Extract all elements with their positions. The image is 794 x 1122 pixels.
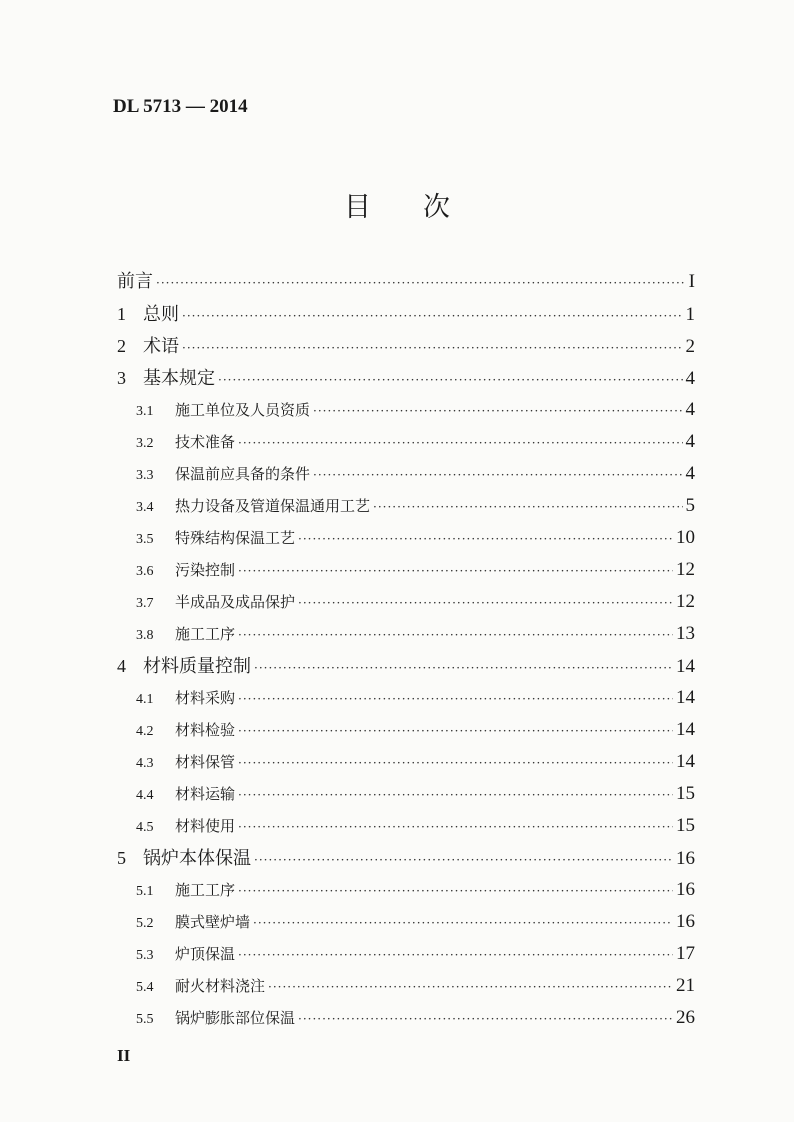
toc-entry-page: 10 (676, 527, 695, 548)
toc-entry-title: 材料采购 (175, 689, 236, 707)
toc-entry-page: 4 (685, 368, 695, 389)
toc-entry[interactable] (117, 586, 695, 618)
leader-dots (238, 427, 682, 459)
toc-entry[interactable] (117, 1002, 695, 1034)
leader-dots (238, 811, 673, 843)
toc-entry-page: 21 (676, 975, 695, 996)
toc-entry[interactable] (117, 554, 695, 586)
toc-entry-number: 3.6 (136, 564, 154, 579)
toc-entry-page: 16 (676, 848, 695, 869)
toc-entry-page: 15 (676, 815, 695, 836)
leader-dots (238, 715, 673, 747)
toc-entry-page: 14 (676, 719, 695, 740)
leader-dots (238, 875, 673, 907)
toc-entry[interactable] (117, 970, 695, 1002)
toc-entry-title: 特殊结构保温工艺 (175, 529, 296, 547)
leader-dots (238, 683, 673, 715)
toc-entry-page: 14 (676, 687, 695, 708)
leader-dots (238, 939, 673, 971)
toc-entry[interactable] (117, 362, 695, 394)
page-title: 目次 (344, 192, 502, 223)
toc-entry-number: 3.4 (136, 500, 154, 515)
toc-entry[interactable] (117, 906, 695, 938)
toc-entry-page: 4 (685, 431, 695, 452)
toc-entry-number: 3.7 (136, 596, 154, 611)
toc-entry[interactable] (117, 746, 695, 778)
standard-code: DL 5713 — 2014 (113, 96, 248, 117)
toc-entry-title: 材料使用 (175, 817, 236, 835)
toc-entry-page: 5 (685, 495, 695, 516)
toc-entry-number: 3.2 (136, 436, 154, 451)
toc-entry-number: 3.5 (136, 532, 154, 547)
toc-entry-number: 2 (117, 336, 126, 356)
toc-entry-title: 保温前应具备的条件 (175, 465, 311, 483)
toc-entry[interactable] (117, 618, 695, 650)
toc-entry-number: 5.4 (136, 980, 154, 995)
leader-dots (238, 555, 673, 587)
toc-entry[interactable] (117, 490, 695, 522)
toc-entry-title: 施工工序 (175, 881, 236, 899)
toc-entry-page: 12 (676, 591, 695, 612)
toc-entry-page: I (688, 271, 695, 292)
toc-entry-number: 1 (117, 304, 126, 324)
toc-entry-number: 4.3 (136, 756, 154, 771)
toc-entry-title: 耐火材料浇注 (175, 977, 266, 995)
toc-entry-title: 热力设备及管道保温通用工艺 (175, 497, 371, 515)
leader-dots (218, 364, 683, 396)
toc-entry[interactable] (117, 842, 695, 874)
page-number: II (117, 1046, 131, 1065)
toc-entry-number: 4.4 (136, 788, 154, 803)
leader-dots (313, 395, 682, 427)
leader-dots (238, 779, 673, 811)
toc-entry-page: 13 (676, 623, 695, 644)
toc-entry-page: 16 (676, 911, 695, 932)
toc-entry-title: 基本规定 (143, 368, 215, 389)
toc-entry[interactable] (117, 938, 695, 970)
toc-entry[interactable] (117, 426, 695, 458)
toc-entry[interactable] (117, 330, 695, 362)
toc-entry[interactable] (117, 266, 695, 298)
toc-entry-title: 材料运输 (175, 785, 236, 803)
toc-entry-number: 3.8 (136, 628, 154, 643)
leader-dots (298, 523, 673, 555)
toc-entry-page: 4 (685, 463, 695, 484)
leader-dots (298, 1003, 673, 1035)
toc-entry-title: 材料保管 (175, 753, 236, 771)
toc-entry[interactable] (117, 394, 695, 426)
toc-entry-title: 半成品及成品保护 (175, 593, 296, 611)
toc-entry-title: 炉顶保温 (175, 945, 236, 963)
toc-entry[interactable] (117, 458, 695, 490)
leader-dots (238, 619, 673, 651)
leader-dots (254, 844, 673, 876)
toc-entry-page: 2 (685, 336, 695, 357)
table-of-contents (117, 266, 695, 1034)
toc-entry-page: 26 (676, 1007, 695, 1028)
toc-entry-title: 施工单位及人员资质 (175, 401, 311, 419)
leader-dots (156, 267, 686, 299)
toc-entry[interactable] (117, 810, 695, 842)
toc-entry-number: 3.3 (136, 468, 154, 483)
toc-entry-title: 前言 (117, 271, 153, 292)
toc-entry-title: 锅炉膨胀部位保温 (175, 1009, 296, 1027)
toc-entry-number: 4 (117, 656, 126, 676)
toc-entry-number: 4.2 (136, 724, 154, 739)
toc-entry-title: 术语 (143, 336, 179, 357)
toc-entry-title: 膜式壁炉墙 (175, 913, 251, 931)
leader-dots (298, 587, 673, 619)
leader-dots (268, 971, 673, 1003)
leader-dots (254, 652, 673, 684)
toc-entry-title: 技术准备 (175, 433, 236, 451)
toc-entry-number: 5.3 (136, 948, 154, 963)
toc-entry-page: 17 (676, 943, 695, 964)
toc-entry-title: 污染控制 (175, 561, 236, 579)
toc-entry-title: 施工工序 (175, 625, 236, 643)
toc-entry-page: 14 (676, 751, 695, 772)
toc-entry-number: 3 (117, 368, 126, 388)
toc-entry-title: 材料检验 (175, 721, 236, 739)
toc-entry-page: 1 (685, 304, 695, 325)
toc-entry[interactable] (117, 778, 695, 810)
toc-entry-page: 4 (685, 399, 695, 420)
toc-entry[interactable] (117, 874, 695, 906)
toc-entry[interactable] (117, 682, 695, 714)
toc-entry-number: 3.1 (136, 404, 154, 419)
toc-entry[interactable] (117, 714, 695, 746)
toc-entry-title: 材料质量控制 (143, 656, 251, 677)
leader-dots (182, 300, 683, 332)
toc-entry[interactable] (117, 650, 695, 682)
toc-entry-title: 锅炉本体保温 (143, 848, 251, 869)
leader-dots (238, 747, 673, 779)
toc-entry-title: 总则 (143, 304, 179, 325)
toc-entry-page: 14 (676, 656, 695, 677)
toc-entry-page: 12 (676, 559, 695, 580)
toc-entry-number: 4.5 (136, 820, 154, 835)
toc-entry-number: 4.1 (136, 692, 154, 707)
toc-entry-number: 5.2 (136, 916, 154, 931)
toc-entry-number: 5.1 (136, 884, 154, 899)
toc-entry-page: 16 (676, 879, 695, 900)
toc-entry-page: 15 (676, 783, 695, 804)
toc-entry-number: 5.5 (136, 1012, 154, 1027)
toc-entry[interactable] (117, 298, 695, 330)
leader-dots (253, 907, 673, 939)
leader-dots (313, 459, 682, 491)
toc-entry-number: 5 (117, 848, 126, 868)
leader-dots (373, 491, 682, 523)
toc-entry[interactable] (117, 522, 695, 554)
leader-dots (182, 332, 683, 364)
